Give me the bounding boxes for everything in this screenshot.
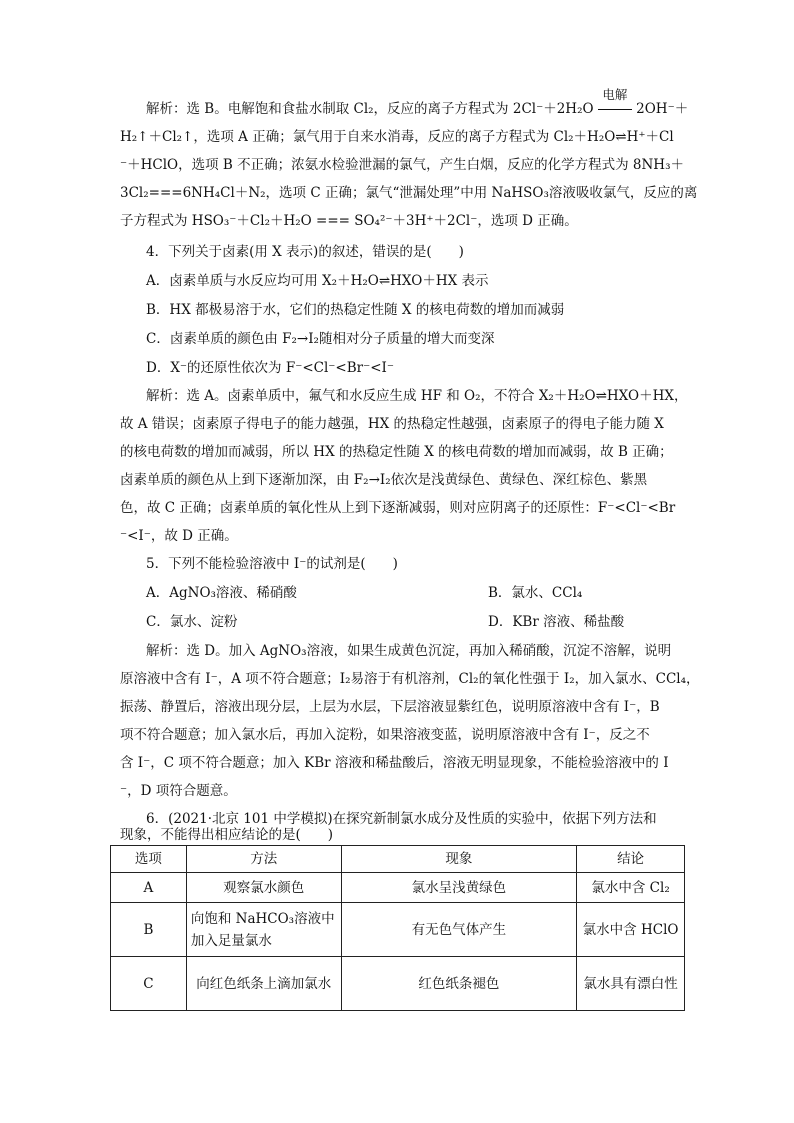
experiment-table xyxy=(110,845,685,1011)
table-row xyxy=(111,957,685,1011)
answer-4-line-2: 故 A 错误；卤素原子得电子的能力越强，HX 的热稳定性越强，卤素原子的得电子能力随 X xyxy=(120,416,664,432)
answer-5-line-4: 项不符合题意；加入氯水后，再加入淀粉，如果溶液变蓝，说明原溶液中含有 I⁻，反之不 xyxy=(120,727,650,743)
table-row xyxy=(111,903,685,957)
electrolysis-arrow xyxy=(598,87,632,118)
answer-5-line-2: 原溶液中含有 I⁻，A 项不符合题意；I₂易溶于有机溶剂，Cl₂的氧化性强于 I₂，加入氯水、CCl₄， xyxy=(120,671,700,687)
question-6-stem-line-2: 现象，不能得出相应结论的是( ) xyxy=(120,827,334,843)
question-5-option-d: D．KBr 溶液、稀盐酸 xyxy=(488,614,625,630)
question-4-option-c: C．卤素单质的颜色由 F₂→I₂随相对分子质量的增大而变深 xyxy=(146,331,495,347)
answer-3-line-3: ⁻＋HClO，选项 B 不正确；浓氨水检验泄漏的氯气，产生白烟，反应的化学方程式为 8NH₃＋ xyxy=(120,157,684,173)
table-cell-phenomenon: 有无色气体产生 xyxy=(341,903,576,957)
question-5-stem: 5．下列不能检验溶液中 I⁻的试剂是( ) xyxy=(146,556,398,572)
question-5-option-b: B．氯水、CCl₄ xyxy=(488,585,583,601)
question-4-option-d: D．X⁻的还原性依次为 F⁻<Cl⁻<Br⁻<I⁻ xyxy=(146,360,395,376)
table-cell-conclusion: 氯水具有漂白性 xyxy=(577,957,685,1011)
answer-3-line-4: 3Cl₂===6NH₄Cl＋N₂，选项 C 正确；氯气“泄漏处理”中用 NaHSO₃溶液吸收氯气，反应的离 xyxy=(120,185,698,201)
table-header-cell: 现象 xyxy=(341,846,576,873)
answer-3-text-b: 2OH⁻＋ xyxy=(631,101,689,117)
table-cell-method: 观察氯水颜色 xyxy=(186,873,341,903)
table-header-cell: 方法 xyxy=(186,846,341,873)
answer-4-line-6: ⁻<I⁻，故 D 正确。 xyxy=(120,528,238,544)
table-cell-option: C xyxy=(111,957,187,1011)
answer-4-line-1: 解析：选 A。卤素单质中，氟气和水反应生成 HF 和 O₂，不符合 X₂＋H₂O⇌HXO＋HX， xyxy=(146,388,688,404)
answer-3-line-5: 子方程式为 HSO₃⁻＋Cl₂＋H₂O === SO₄²⁻＋3H⁺＋2Cl⁻，选项 D 正确。 xyxy=(120,213,578,229)
question-5-option-c: C．氯水、淀粉 xyxy=(146,614,238,630)
answer-5-line-1: 解析：选 D。加入 AgNO₃溶液，如果生成黄色沉淀，再加入稀硝酸，沉淀不溶解，说明 xyxy=(146,643,672,659)
answer-3-text-a: 解析：选 B。电解饱和食盐水制取 Cl₂，反应的离子方程式为 2Cl⁻＋2H₂O xyxy=(146,101,598,117)
table-cell-phenomenon: 红色纸条褪色 xyxy=(341,957,576,1011)
answer-4-line-5: 色，故 C 正确；卤素单质的氧化性从上到下逐渐减弱，则对应阴离子的还原性：F⁻<Cl⁻<Br xyxy=(120,500,676,516)
table-cell-conclusion: 氯水中含 HClO xyxy=(577,903,685,957)
question-4-option-b: B．HX 都极易溶于水，它们的热稳定性随 X 的核电荷数的增加而减弱 xyxy=(146,302,565,318)
table-header-row xyxy=(111,846,685,873)
table-cell-method: 向红色纸条上滴加氯水 xyxy=(186,957,341,1011)
table-cell-phenomenon: 氯水呈浅黄绿色 xyxy=(341,873,576,903)
table-cell-option: B xyxy=(111,903,187,957)
answer-5-line-5: 含 I⁻，C 项不符合题意；加入 KBr 溶液和稀盐酸后，溶液无明显现象，不能检验溶液中的 I xyxy=(120,755,669,771)
answer-3-line-2: H₂↑＋Cl₂↑，选项 A 正确；氯气用于自来水消毒，反应的离子方程式为 Cl₂＋H₂O⇌H⁺＋Cl xyxy=(120,129,674,145)
answer-5-line-3: 振荡、静置后，溶液出现分层，上层为水层，下层溶液显紫红色，说明原溶液中含有 I⁻，B xyxy=(120,699,660,715)
question-4-stem: 4．下列关于卤素(用 X 表示)的叙述，错误的是( ) xyxy=(146,244,464,260)
table-cell-option: A xyxy=(111,873,187,903)
answer-5-line-6: ⁻，D 项符合题意。 xyxy=(120,783,237,799)
electrolysis-label: 电解 xyxy=(602,87,628,102)
table-row xyxy=(111,873,685,903)
question-4-option-a: A．卤素单质与水反应均可用 X₂＋H₂O⇌HXO＋HX 表示 xyxy=(146,273,489,289)
table-cell-conclusion: 氯水中含 Cl₂ xyxy=(577,873,685,903)
table-header-cell: 结论 xyxy=(577,846,685,873)
table-cell-method: 向饱和 NaHCO₃溶液中加入足量氯水 xyxy=(186,903,341,957)
question-6-stem-line-1: 6．(2021·北京 101 中学模拟)在探究新制氯水成分及性质的实验中，依据下列方法和 xyxy=(146,811,657,827)
answer-3-line-1 xyxy=(146,87,689,118)
answer-4-line-3: 的核电荷数的增加而减弱，所以 HX 的热稳定性随 X 的核电荷数的增加而减弱，故 B 正确； xyxy=(120,444,673,460)
answer-4-line-4: 卤素单质的颜色从上到下逐渐加深，由 F₂→I₂依次是浅黄绿色、黄绿色、深红棕色、紫黑 xyxy=(120,472,648,488)
table-header-cell: 选项 xyxy=(111,846,187,873)
question-5-option-a: A．AgNO₃溶液、稀硝酸 xyxy=(146,585,297,601)
